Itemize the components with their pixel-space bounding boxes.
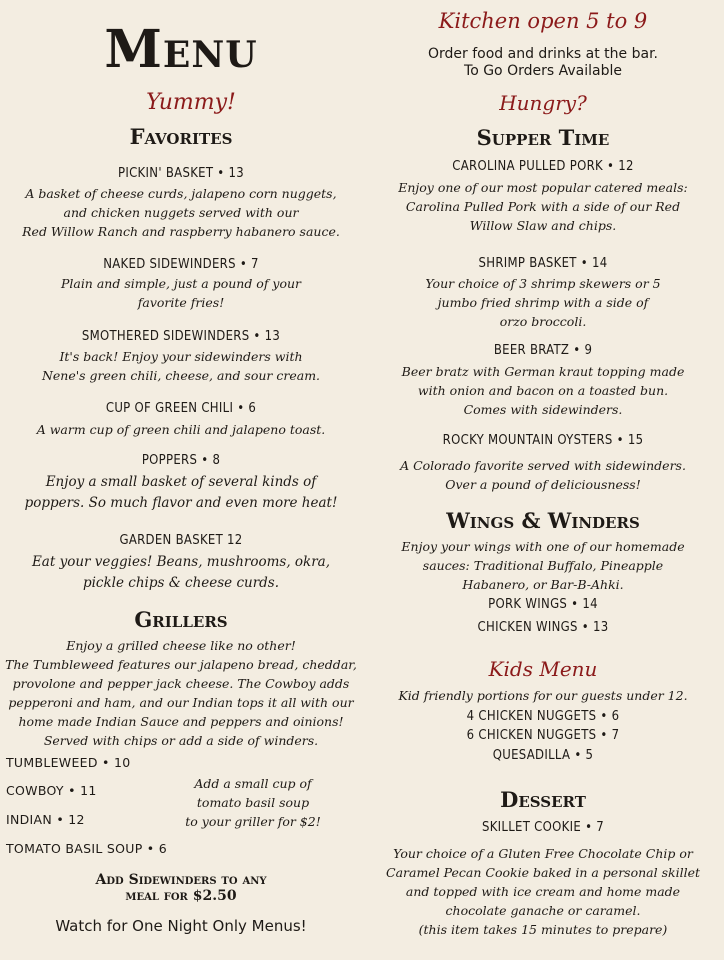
item-chicken-wings: CHICKEN WINGS • 13 xyxy=(477,620,609,635)
griller-cowboy: COWBOY • 11 xyxy=(6,783,97,798)
griller-tumbleweed: TUMBLEWEED • 10 xyxy=(6,755,131,770)
grillers-heading: Grillers xyxy=(134,607,228,632)
item-6-chicken-nuggets: 6 CHICKEN NUGGETS • 7 xyxy=(466,728,620,743)
item-4-chicken-nuggets: 4 CHICKEN NUGGETS • 6 xyxy=(466,709,620,724)
add-sidewinders-note: Add Sidewinders to any meal for $2.50 xyxy=(95,872,267,904)
kids-desc: Kid friendly portions for our guests under 12. xyxy=(398,688,688,703)
yummy-script: Yummy! xyxy=(146,90,236,115)
item-desc: Beer bratz with German kraut topping made with onion and bacon on a toasted bun. Comes with sidewinders. xyxy=(401,364,685,417)
kitchen-hours: Kitchen open 5 to 9 xyxy=(438,9,648,33)
item-desc: A basket of cheese curds, jalapeno corn nuggets, and chicken nuggets served with our Red Willow Ranch and raspberry habanero sauce. xyxy=(22,186,340,239)
item-desc: Eat your veggies! Beans, mushrooms, okra, pickle chips & cheese curds. xyxy=(31,554,331,591)
dessert-heading: Dessert xyxy=(500,787,586,812)
item-pickin-basket: PICKIN' BASKET • 13 xyxy=(117,166,244,181)
item-carolina-pulled-pork: CAROLINA PULLED PORK • 12 xyxy=(452,159,634,174)
item-desc: A Colorado favorite served with sidewinders. Over a pound of deliciousness! xyxy=(400,458,686,492)
grillers-desc: Enjoy a grilled cheese like no other! The Tumbleweed features our jalapeno bread, cheddar, provolone and pepper jack cheese. The Cowboy adds pepperoni and ham, and our Indian tops it all with our home made Indian Sauce and peppers and oinions! Served with chips or add a side of winders. xyxy=(5,638,357,748)
item-poppers: POPPERS • 8 xyxy=(141,453,221,468)
item-pork-wings: PORK WINGS • 14 xyxy=(488,597,598,612)
item-quesadilla: QUESADILLA • 5 xyxy=(492,748,594,763)
wings-heading: Wings & Winders xyxy=(446,508,640,533)
item-shrimp-basket: SHRIMP BASKET • 14 xyxy=(478,256,608,271)
item-desc: Enjoy one of our most popular catered meals: Carolina Pulled Pork with a side of our Red Willow Slaw and chips. xyxy=(398,180,688,233)
wings-desc: Enjoy your wings with one of our homemade sauces: Traditional Buffalo, Pineapple Habanero, or Bar-B-Ahki. xyxy=(401,539,685,592)
item-skillet-cookie: SKILLET COOKIE • 7 xyxy=(481,820,605,835)
kids-menu-heading: Kids Menu xyxy=(488,657,598,681)
item-desc: Your choice of 3 shrimp skewers or 5 jumbo fried shrimp with a side of orzo broccoli. xyxy=(425,276,661,329)
item-desc: Plain and simple, just a pound of your favorite fries! xyxy=(60,276,302,310)
item-rocky-mountain-oysters: ROCKY MOUNTAIN OYSTERS • 15 xyxy=(442,433,644,448)
item-smothered-sidewinders: SMOTHERED SIDEWINDERS • 13 xyxy=(81,329,281,344)
item-desc: Enjoy a small basket of several kinds of poppers. So much flavor and even more heat! xyxy=(24,474,338,511)
hungry-script: Hungry? xyxy=(499,91,587,115)
supper-heading: Supper Time xyxy=(476,125,610,150)
dessert-desc: Your choice of a Gluten Free Chocolate Chip or Caramel Pecan Cookie baked in a personal skillet and topped with ice cream and home made chocolate ganache or caramel. (this item takes 15 minutes to prepare) xyxy=(386,846,700,937)
item-naked-sidewinders: NAKED SIDEWINDERS • 7 xyxy=(103,257,259,272)
item-desc: A warm cup of green chili and jalapeno toast. xyxy=(36,422,326,437)
soup-addon-note: Add a small cup of tomato basil soup to your griller for $2! xyxy=(185,776,321,829)
menu-title: Menu xyxy=(104,19,258,80)
item-cup-green-chili: CUP OF GREEN CHILI • 6 xyxy=(105,401,257,416)
order-info: Order food and drinks at the bar. To Go Orders Available xyxy=(427,46,658,79)
item-desc: It's back! Enjoy your sidewinders with Nene's green chili, cheese, and sour cream. xyxy=(41,349,321,383)
item-garden-basket: GARDEN BASKET 12 xyxy=(119,533,243,548)
griller-indian: INDIAN • 12 xyxy=(6,812,85,827)
griller-tomato-basil-soup: TOMATO BASIL SOUP • 6 xyxy=(6,841,168,856)
watch-one-night-note: Watch for One Night Only Menus! xyxy=(55,917,307,935)
item-beer-bratz: BEER BRATZ • 9 xyxy=(493,343,593,358)
favorites-heading: Favorites xyxy=(129,124,233,149)
